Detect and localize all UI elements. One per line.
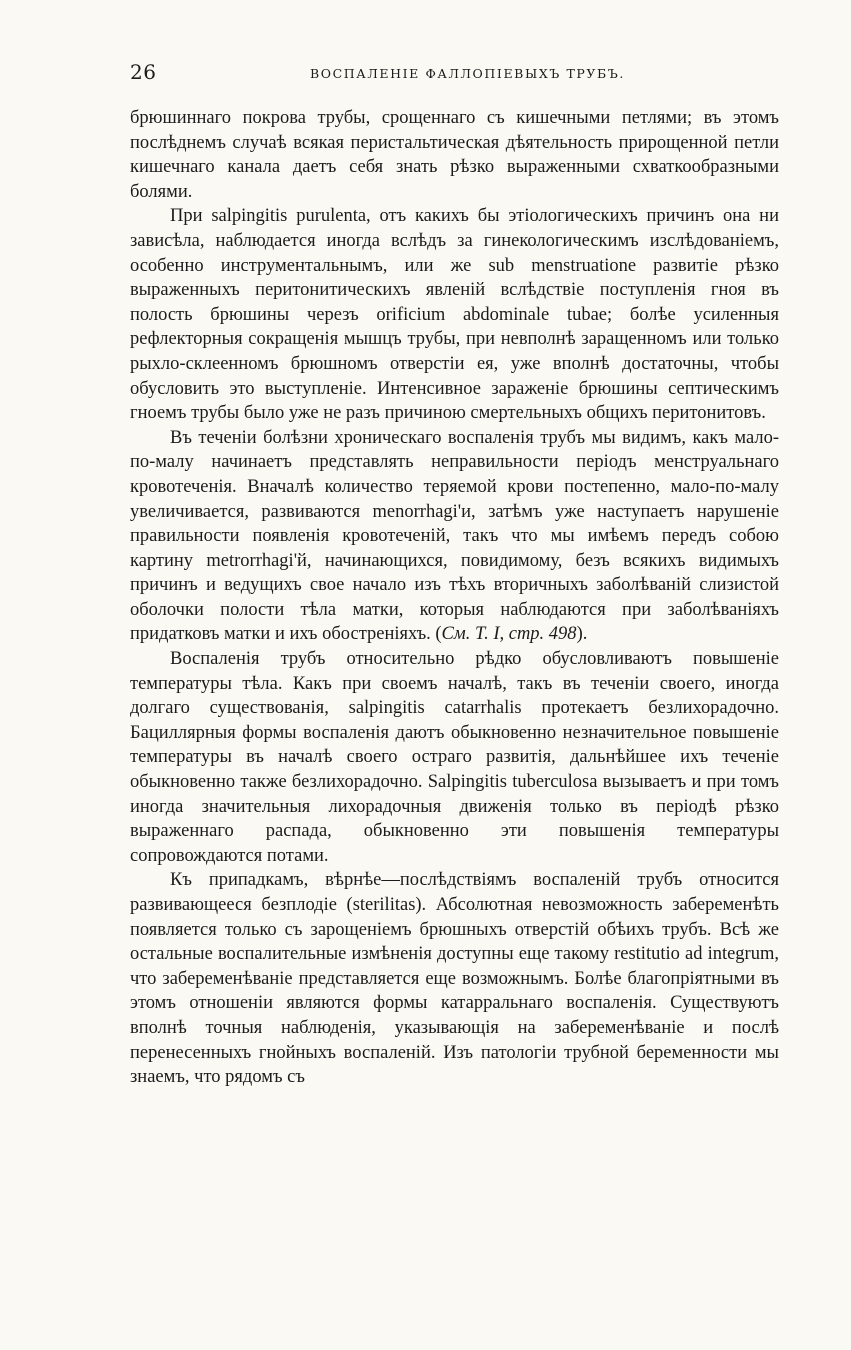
paragraph-1: брюшиннаго покрова трубы, срощеннаго съ кишечными петлями; въ этомъ послѣднемъ случаѣ всякая перистальтическая дѣятельность прирощенной петли кишечнаго канала даетъ себя знать рѣзко выраженными схваткообразными болями.: [130, 108, 779, 202]
page-number: 26: [130, 60, 157, 84]
paragraph-3-end: ).: [576, 624, 588, 645]
body-text: [130, 106, 779, 1090]
paragraph-3-text: Въ теченіи болѣзни хроническаго воспаленія трубъ мы видимъ, какъ мало-по-малу начинаетъ представлять неправильности періодъ менструальнаго кровотеченія. Вначалѣ количество теряемой крови постепенно, мало-по-малу увеличивается, развиваются menorrhagi'и, затѣмъ уже наступаетъ нарушеніе правильности появленія кровотеченій, такъ что мы имѣемъ передъ собою картину metrorrhagi'й, начинающихся, повидимому, безъ всякихъ видимыхъ причинъ и ведущихъ свое начало изъ тѣхъ вторичныхъ заболѣваній слизистой оболочки полости тѣла матки, которыя наблюдаются при заболѣваніяхъ придатковъ матки и ихъ обостреніяхъ. (: [130, 427, 779, 645]
paragraph-4: Воспаленія трубъ относительно рѣдко обусловливаютъ повышеніе температуры тѣла. Какъ при своемъ началѣ, такъ въ теченіи своего, иногда долгаго существованія, salpingitis catarrhalis протекаетъ безлихорадочно. Бациллярныя формы воспаленія даютъ обыкновенно незначительное повышеніе температуры въ началѣ своего остраго развитія, дальнѣйшее ихъ теченіе обыкновенно также безлихорадочно. Salpingitis tuberculosa вызываетъ и при томъ иногда значительныя лихорадочныя движенія только въ періодѣ рѣзко выраженнаго распада, обыкновенно эти повышенія температуры сопровождаются потами.: [130, 649, 779, 866]
paragraph-3: [130, 426, 779, 647]
cross-reference: См. Т. I, стр. 498: [441, 624, 577, 645]
page-header: [130, 60, 779, 96]
paragraph-2: При salpingitis purulenta, отъ какихъ бы этіологическихъ причинъ она ни зависѣла, наблюдается иногда вслѣдъ за гинекологическимъ изслѣдованіемъ, особенно инструментальнымъ, или же sub menstruatione развитіе рѣзко выраженныхъ перитонитическихъ явленій вслѣдствіе поступленія гноя въ полость брюшины черезъ orificium abdominale tubae; болѣе усиленныя рефлекторныя сокращенія мышцъ трубы, при невполнѣ заращенномъ или только рыхло-склеенномъ брюшномъ отверстіи ея, уже вполнѣ достаточны, чтобы обусловить это выступленіе. Интенсивное зараженіе брюшины септическимъ гноемъ трубы было уже не разъ причиною смертельныхъ общихъ перитонитовъ.: [130, 206, 779, 424]
running-title: ВОСПАЛЕНІЕ ФАЛЛОПІЕВЫХЪ ТРУБЪ.: [310, 66, 625, 81]
paragraph-5: Къ припадкамъ, вѣрнѣе—послѣдствіямъ воспаленій трубъ относится развивающееся безплодіе (sterilitas). Абсолютная невозможность забеременѣть появляется только съ зарощеніемъ брюшныхъ отверстій обѣихъ трубъ. Всѣ же остальные воспалительные измѣненія доступны еще такому restitutio ad integrum, что забеременѣваніе представляется еще возможнымъ. Болѣе благопріятными въ этомъ отношеніи являются формы катарральнаго воспаленія. Существуютъ вполнѣ точныя наблюденія, указывающія на забеременѣваніе и послѣ перенесенныхъ гнойныхъ воспаленій. Изъ патологіи трубной беременности мы знаемъ, что рядомъ съ: [130, 870, 779, 1088]
